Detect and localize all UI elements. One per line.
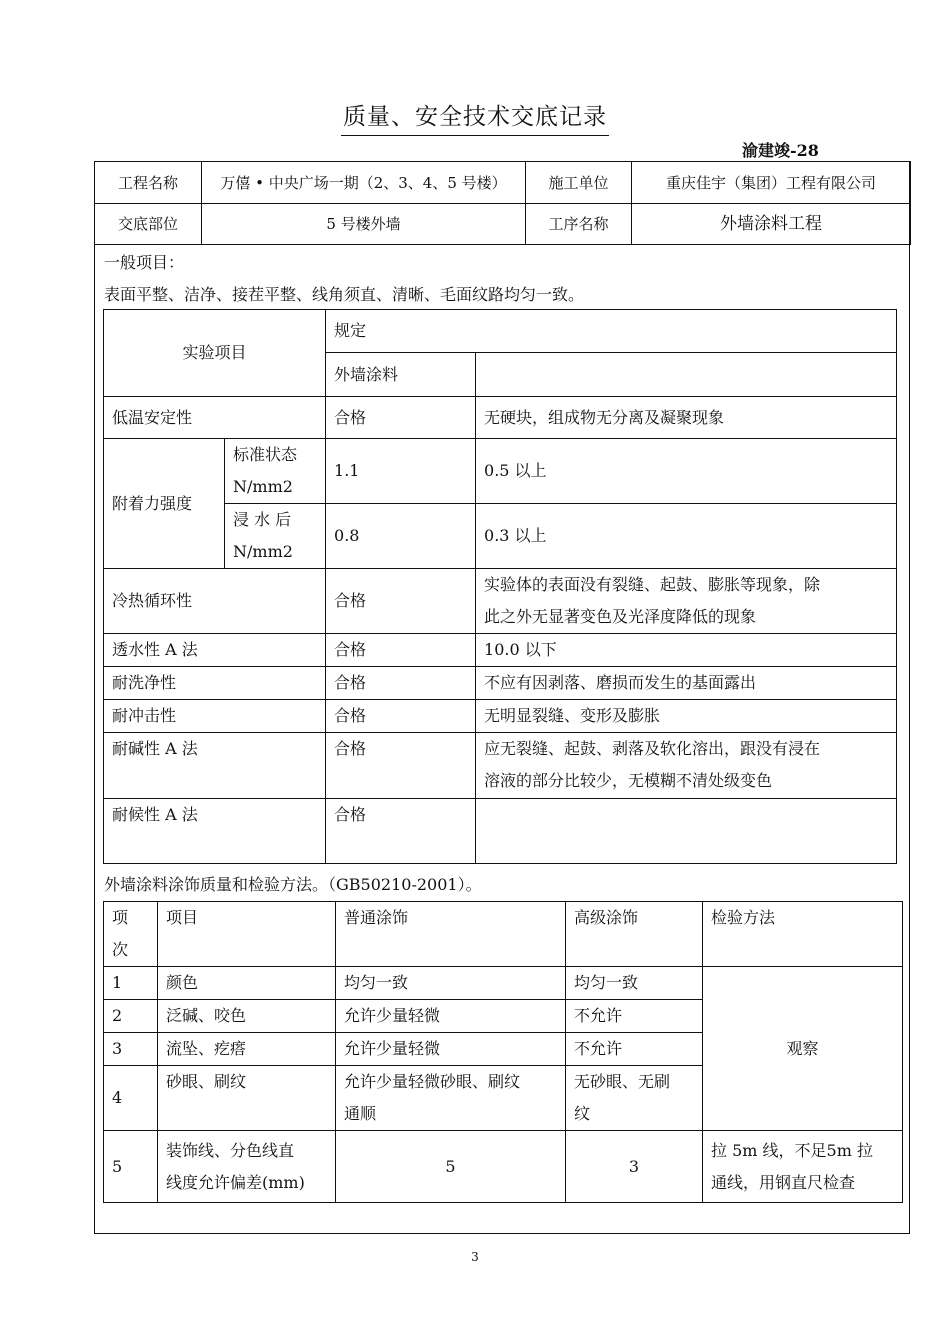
row5-normal: 5 [336,1131,566,1203]
general-heading: 一般项目： [104,253,185,272]
index-header-line1: 项 [112,908,129,927]
row1-item: 颜色 [158,967,336,1000]
process-value: 外墙涂料工程 [632,204,911,245]
row5-method [703,1131,903,1203]
test-item-header: 实验项目 [104,310,326,397]
row5-item [158,1131,336,1203]
row4-normal-line2: 通顺 [344,1104,377,1123]
row4-normal-line1: 允许少量轻微砂眼、刷纹 [344,1072,521,1091]
adhesion-name: 附着力强度 [104,439,225,569]
low-temp-result: 合格 [326,397,476,439]
impact-requirement: 无明显裂缝、变形及膨胀 [476,700,897,733]
row5-method-line1: 拉 5m 线，不足5m 拉 [711,1140,873,1160]
row5-item-line1: 装饰线、分色线直 [166,1140,295,1160]
observe-method: 观察 [703,967,903,1131]
test-table [103,309,897,864]
document-title: 质量、安全技术交底记录 [0,98,950,136]
location-label: 交底部位 [95,204,202,245]
process-label: 工序名称 [526,204,632,245]
alkali-req-line1: 应无裂缝、起鼓、剥落及软化溶出，跟没有浸在 [484,739,821,758]
adhesion-soaked-label [225,504,326,569]
alkali-requirement [476,733,897,799]
advanced-header: 高级涂饰 [566,902,703,967]
adhesion-soaked-line2: N/mm2 [233,542,293,561]
adhesion-soaked-req: 0.3 以上 [476,504,897,569]
adhesion-standard-line1: 标准状态 [233,445,298,464]
adhesion-standard-label [225,439,326,504]
row3-item: 流坠、疙瘩 [158,1033,336,1066]
low-temp-name: 低温安定性 [104,397,326,439]
contractor-label: 施工单位 [526,162,632,204]
row1-advanced: 均匀一致 [566,967,703,1000]
washability-result: 合格 [326,667,476,700]
row3-advanced: 不允许 [566,1033,703,1066]
low-temp-requirement: 无硬块，组成物无分离及凝聚现象 [476,397,897,439]
quality-heading: 外墙涂料涂饰质量和检验方法。（GB50210-2001）。 [104,875,482,894]
row3-normal: 允许少量轻微 [336,1033,566,1066]
row5-method-line2: 通线，用钢直尺检查 [711,1172,856,1192]
row4-normal [336,1066,566,1131]
general-text: 表面平整、洁净、接茬平整、线角须直、清晰、毛面纹路均匀一致。 [104,285,585,304]
alkali-result: 合格 [326,733,476,799]
spec-header: 规定 [326,310,897,353]
thermal-req-line2: 此之外无显著变色及光泽度降低的现象 [484,607,757,626]
method-header: 检验方法 [703,902,903,967]
item-header: 项目 [158,902,336,967]
adhesion-soaked-line1: 浸 水 后 [233,510,292,529]
thermal-name: 冷热循环性 [104,569,326,634]
document-code: 渝建竣-28 [742,141,819,160]
row5-item-line2: 线度允许偏差(mm) [166,1172,305,1192]
page-number: 3 [471,1250,479,1264]
contractor-value: 重庆佳宇（集团）工程有限公司 [632,162,911,204]
row5-index: 5 [104,1131,158,1203]
row4-advanced-line1: 无砂眼、无刷 [574,1072,671,1091]
impact-name: 耐冲击性 [104,700,326,733]
row5-advanced: 3 [566,1131,703,1203]
index-header [104,902,158,967]
row2-normal: 允许少量轻微 [336,1000,566,1033]
alkali-name: 耐碱性 A 法 [104,733,326,799]
location-value: 5 号楼外墙 [202,204,526,245]
project-label: 工程名称 [95,162,202,204]
washability-name: 耐洗净性 [104,667,326,700]
permeability-name: 透水性 A 法 [104,634,326,667]
row1-normal: 均匀一致 [336,967,566,1000]
adhesion-soaked-value: 0.8 [326,504,476,569]
thermal-requirement [476,569,897,634]
row2-item: 泛碱、咬色 [158,1000,336,1033]
normal-header: 普通涂饰 [336,902,566,967]
project-value: 万僖 • 中央广场一期（2、3、4、5 号楼） [202,162,526,204]
alkali-req-line2: 溶液的部分比较少，无模糊不清处级变色 [484,771,773,790]
row1-index: 1 [104,967,158,1000]
quality-table [103,901,903,1203]
row4-index: 4 [104,1066,158,1131]
thermal-req-line1: 实验体的表面没有裂缝、起鼓、膨胀等现象，除 [484,575,821,594]
row4-advanced-line2: 纹 [574,1104,591,1123]
weather-result: 合格 [326,799,476,864]
row2-advanced: 不允许 [566,1000,703,1033]
row4-advanced [566,1066,703,1131]
permeability-requirement: 10.0 以下 [476,634,897,667]
adhesion-standard-value: 1.1 [326,439,476,504]
header-table [94,161,911,245]
row4-item: 砂眼、刷纹 [158,1066,336,1131]
material-header-blank [476,353,897,397]
row2-index: 2 [104,1000,158,1033]
weather-requirement [476,799,897,864]
adhesion-standard-line2: N/mm2 [233,477,293,496]
impact-result: 合格 [326,700,476,733]
thermal-result: 合格 [326,569,476,634]
adhesion-standard-req: 0.5 以上 [476,439,897,504]
index-header-line2: 次 [112,940,129,959]
washability-requirement: 不应有因剥落、磨损而发生的基面露出 [476,667,897,700]
permeability-result: 合格 [326,634,476,667]
weather-name: 耐候性 A 法 [104,799,326,864]
row3-index: 3 [104,1033,158,1066]
material-header: 外墙涂料 [326,353,476,397]
